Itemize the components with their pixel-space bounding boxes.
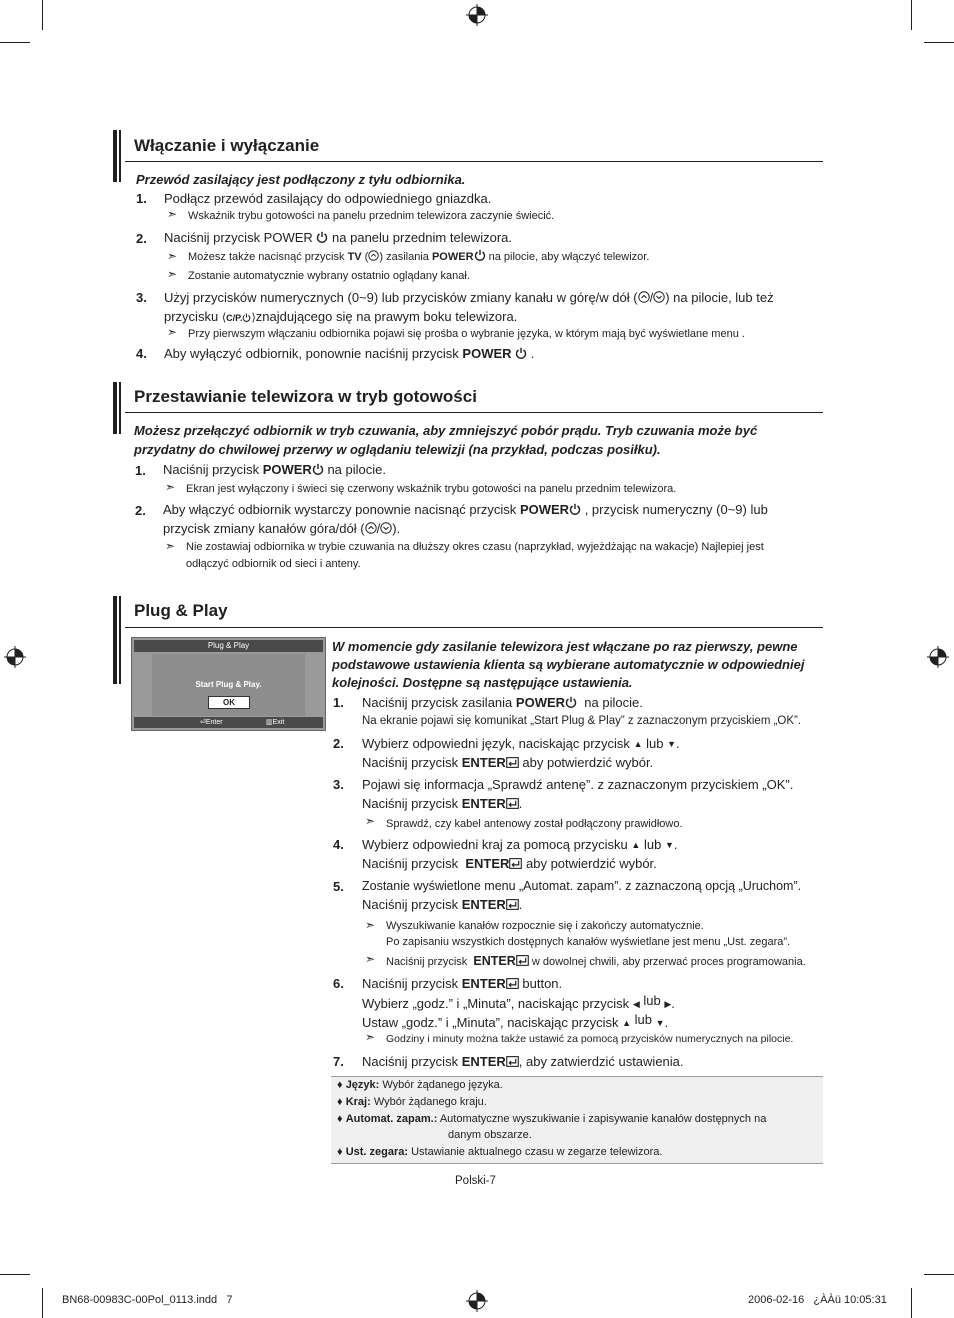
- enter-label: ENTER: [465, 856, 510, 871]
- section-rule: [125, 412, 823, 413]
- down-arrow-icon: ▼: [655, 1018, 665, 1028]
- note-text: odłączyć odbiornik od sieci i anteny.: [186, 558, 361, 570]
- step-text-part: aby potwierdzić wybór.: [522, 755, 654, 770]
- note-arrow-icon: ➣: [165, 539, 176, 553]
- step-text-part: na panelu przednim telewizora.: [332, 230, 512, 245]
- step-text: [362, 794, 522, 813]
- step-text-part: .: [518, 897, 523, 912]
- enter-icon: [516, 955, 529, 966]
- step-text: Podłącz przewód zasilający do odpowiedniego gniazdka.: [164, 191, 492, 206]
- exit-hint-label: Exit: [272, 719, 285, 726]
- step-text: [362, 835, 677, 855]
- section-intro: W momencie gdy zasilanie telewizora jest włączane po raz pierwszy, pewne: [332, 639, 798, 654]
- step-text-part: .: [676, 736, 680, 751]
- bullet-icon: ♦: [337, 1096, 343, 1108]
- step-text-part: znajdującego się na prawym boku telewizora.: [255, 309, 518, 324]
- power-label: POWER: [462, 346, 512, 361]
- step-text: [362, 854, 657, 873]
- step-text-part: Aby włączyć odbiornik wystarczy ponownie nacisnąć przycisk: [163, 502, 517, 517]
- step-text: [163, 460, 386, 479]
- step-text-part: Naciśnij przycisk: [362, 796, 459, 811]
- channel-up-icon: [365, 522, 377, 534]
- crop-mark: [0, 1274, 30, 1275]
- crop-mark: [924, 1274, 954, 1275]
- down-arrow-icon: ▼: [667, 739, 677, 749]
- enter-icon: [506, 899, 519, 910]
- exit-hint: [266, 717, 284, 728]
- bullet-icon: ♦: [337, 1113, 343, 1125]
- registration-mark-icon: [466, 1290, 488, 1312]
- note-part: Naciśnij przycisk: [386, 956, 468, 968]
- section-title-power: Włączanie i wyłączanie: [134, 136, 320, 155]
- step-text-part: Naciśnij przycisk zasilania: [362, 695, 513, 710]
- glossary-item: [337, 1144, 662, 1160]
- note-text: Wyszukiwanie kanałów rozpocznie się i zakończy automatycznie.: [386, 920, 704, 932]
- crop-mark: [42, 1288, 43, 1318]
- glossary-term: Język:: [345, 1079, 380, 1091]
- settings-glossary: [331, 1076, 823, 1164]
- section-title-standby: Przestawianie telewizora w tryb gotowości: [134, 387, 477, 406]
- step-text-part: Naciśnij przycisk POWER: [164, 230, 313, 245]
- step-text-part: aby potwierdzić wybór.: [526, 856, 657, 871]
- step-text-part: Wybierz odpowiedni język, naciskając przycisk: [362, 736, 630, 751]
- power-icon: [569, 503, 581, 515]
- enter-label: ENTER: [461, 976, 506, 991]
- note-arrow-icon: ➣: [167, 207, 178, 221]
- step-text: przycisk zmiany kanałów góra/dół ( / ).: [163, 521, 401, 536]
- enter-icon: ⏎: [200, 719, 206, 726]
- note-part: w dowolnej chwili, aby przerwać proces programowania.: [531, 956, 806, 968]
- note-text: Po zapisaniu wszystkich dostępnych kanałów wyświetlane jest menu „Ust. zegara”.: [386, 936, 791, 948]
- section-intro: Możesz przełączyć odbiornik w tryb czuwania, aby zmniejszyć pobór prądu. Tryb czuwania może być: [134, 423, 758, 438]
- step-text: Zostanie wyświetlone menu „Automat. zapam”. z zaznaczoną opcją „Uruchom”.: [362, 879, 802, 893]
- registration-mark-icon: [466, 4, 488, 26]
- section-intro: kolejności. Dostępne są następujące ustawienia.: [332, 675, 633, 690]
- step-number: 4.: [333, 837, 344, 852]
- step-text-part: ).: [392, 521, 401, 536]
- crop-mark: [0, 42, 30, 43]
- power-icon: [515, 347, 527, 359]
- step-number: 1.: [333, 695, 344, 710]
- step-number: 2.: [333, 736, 344, 751]
- screen-footer: [134, 717, 323, 728]
- enter-icon: [506, 757, 519, 768]
- step-text-part: na pilocie.: [327, 462, 386, 477]
- up-arrow-icon: ▲: [633, 739, 643, 749]
- step-text-part: Użyj przycisków numerycznych (0~9) lub przycisków zmiany kanału w górę/w dół (: [164, 290, 638, 305]
- section-rule: [125, 161, 823, 162]
- step-text-part: .: [673, 837, 678, 852]
- power-label: POWER: [431, 251, 474, 263]
- step-text-part: Naciśnij przycisk: [362, 976, 459, 991]
- step-text-part: lub: [643, 993, 661, 1008]
- cp-label: C/P.: [226, 313, 243, 323]
- page-number: Polski-7: [455, 1175, 496, 1187]
- step-text-part: Naciśnij przycisk: [362, 897, 459, 912]
- step-text-part: .: [518, 796, 523, 811]
- step-number: 1.: [136, 191, 147, 206]
- step-number: 1.: [135, 463, 146, 478]
- section-rule: [125, 627, 823, 628]
- glossary-definition: Wybór żądanego języka.: [382, 1079, 503, 1091]
- note-part: na pilocie, aby włączyć telewizor.: [488, 251, 650, 263]
- step-text-part: Naciśnij przycisk: [163, 462, 260, 477]
- note-part: Możesz także nacisnąć przycisk: [188, 251, 345, 263]
- glossary-item: [337, 1077, 503, 1093]
- step-text: [362, 994, 675, 1014]
- bullet-icon: ♦: [337, 1079, 343, 1091]
- step-text-part: lub: [643, 837, 662, 852]
- step-text-part: .: [671, 996, 675, 1011]
- note-text: Zostanie automatycznie wybrany ostatnio oglądany kanał.: [188, 270, 470, 282]
- registration-mark-icon: [4, 646, 26, 668]
- glossary-item: [337, 1094, 487, 1110]
- screen-header: Plug & Play: [134, 640, 323, 652]
- enter-icon: [506, 1056, 519, 1067]
- step-text: [362, 753, 653, 772]
- step-text-part: .: [664, 1015, 669, 1030]
- note-text: Godziny i minuty można także ustawić za pomocą przycisków numerycznych na pilocie.: [386, 1033, 794, 1045]
- step-text-part: , przycisk numeryczny (0~9) lub: [584, 502, 768, 517]
- file-page: 7: [226, 1294, 233, 1306]
- up-arrow-icon: ▲: [622, 1018, 632, 1028]
- note-text: [386, 953, 806, 971]
- down-arrow-icon: ▼: [664, 840, 674, 850]
- enter-icon: [506, 978, 519, 989]
- step-number: 6.: [333, 976, 344, 991]
- power-icon: [316, 231, 328, 243]
- enter-label: ENTER: [461, 755, 506, 770]
- note-arrow-icon: ➣: [165, 480, 176, 494]
- step-text-part: Naciśnij przycisk: [362, 755, 459, 770]
- power-icon: [474, 249, 486, 261]
- glossary-term: Automat. zapam.:: [345, 1113, 438, 1125]
- step-text: [163, 500, 768, 519]
- step-text-part: lub: [634, 1012, 652, 1027]
- step-number: 4.: [136, 346, 147, 361]
- plug-play-screen: [131, 637, 326, 731]
- step-text-part: ) na pilocie, lub też: [665, 290, 774, 305]
- note-arrow-icon: ➣: [365, 952, 376, 966]
- glossary-definition-cont: danym obszarze.: [448, 1129, 532, 1141]
- section-intro: przydatny do chwilowej przerwy w oglądaniu telewizji (na przykład, podczas posiłku).: [134, 442, 661, 457]
- step-text: [362, 693, 643, 712]
- step-text: [362, 895, 522, 914]
- step-text-part: Wybierz „godz.” i „Minuta”, naciskając przycisk: [362, 996, 630, 1011]
- menu-icon: ▥: [266, 719, 273, 726]
- crop-mark: [924, 42, 954, 43]
- enter-label: ENTER: [473, 954, 516, 968]
- channel-down-icon: [653, 291, 665, 303]
- glossary-item: [337, 1111, 766, 1127]
- channel-down-icon: [380, 522, 392, 534]
- note-text: Nie zostawiaj odbiornika w trybie czuwania na dłuższy okres czasu (naprzykład, wyjeżdżając na wakacje) Najlepiej jest: [186, 541, 764, 553]
- section-bar: [113, 382, 125, 434]
- file-name: [62, 1294, 232, 1306]
- enter-icon: [506, 798, 519, 809]
- note-arrow-icon: ➣: [167, 249, 178, 263]
- step-text-part: Ustaw „godz.” i „Minuta”, naciskając przycisk: [362, 1015, 619, 1030]
- ok-button[interactable]: OK: [208, 696, 250, 709]
- step-text: [164, 344, 534, 363]
- enter-hint: [200, 717, 223, 728]
- step-text-part: Naciśnij przycisk: [362, 856, 459, 871]
- glossary-definition: Automatyczne wyszukiwanie i zapisywanie kanałów dostępnych na: [439, 1113, 767, 1125]
- note-arrow-icon: ➣: [167, 325, 178, 339]
- note-arrow-icon: ➣: [365, 814, 376, 828]
- step-text: Pojawi się informacja „Sprawdź antenę”. z zaznaczonym przyciskiem „OK”.: [362, 777, 794, 792]
- note-text: Sprawdź, czy kabel antenowy został podłączony prawidłowo.: [386, 818, 683, 830]
- note-arrow-icon: ➣: [365, 918, 376, 932]
- registration-mark-icon: [927, 646, 949, 668]
- left-arrow-icon: ◀: [632, 999, 640, 1009]
- power-icon: [312, 463, 324, 475]
- step-text-part: Aby wyłączyć odbiornik, ponownie naciśnij przycisk: [164, 346, 459, 361]
- step-text-part: Naciśnij przycisk: [362, 1054, 459, 1069]
- step-text: Użyj przycisków numerycznych (0~9) lub przycisków zmiany kanału w górę/w dół ( / ) na pilocie, lub też: [164, 290, 774, 305]
- step-subtext: Na ekranie pojawi się komunikat „Start Plug & Play” z zaznaczonym przyciskiem „OK”.: [362, 715, 802, 727]
- step-text-part: Wybierz odpowiedni kraj za pomocą przycisku: [362, 837, 628, 852]
- enter-icon: [509, 858, 522, 869]
- section-title-plug-play: Plug & Play: [134, 601, 228, 620]
- timestamp: 2006-02-16 ¿ÀÀü 10:05:31: [748, 1294, 887, 1306]
- step-text-part: , aby zatwierdzić ustawienia.: [518, 1054, 684, 1069]
- enter-label: ENTER: [461, 796, 506, 811]
- bullet-icon: ♦: [337, 1146, 343, 1158]
- step-text-part: .: [530, 346, 535, 361]
- step-number: 2.: [136, 231, 147, 246]
- step-number: 3.: [333, 777, 344, 792]
- step-text-part: przycisk zmiany kanałów góra/dół (: [163, 521, 365, 536]
- tv-label: TV: [347, 251, 362, 263]
- screen-message: Start Plug & Play.: [195, 680, 262, 689]
- enter-label: ENTER: [461, 897, 506, 912]
- step-text-part: na pilocie.: [584, 695, 643, 710]
- power-label: POWER: [519, 502, 570, 517]
- step-text-part: przycisku: [164, 309, 219, 324]
- power-label: POWER: [515, 695, 566, 710]
- note-arrow-icon: ➣: [365, 1030, 376, 1044]
- up-arrow-icon: ▲: [631, 840, 641, 850]
- crop-mark: [911, 1288, 912, 1318]
- step-number: 5.: [333, 879, 344, 894]
- step-text: [164, 228, 512, 247]
- channel-up-icon: [638, 291, 650, 303]
- power-label: POWER: [262, 462, 312, 477]
- step-text-part: button.: [522, 976, 563, 991]
- section-bar: [113, 130, 125, 182]
- glossary-term: Kraj:: [345, 1096, 371, 1108]
- step-number: 3.: [136, 290, 147, 305]
- glossary-definition: Wybór żądanego kraju.: [373, 1096, 487, 1108]
- crop-mark: [42, 0, 43, 30]
- note-text: Wskaźnik trybu gotowości na panelu przednim telewizora zaczynie świecić.: [188, 210, 555, 222]
- step-text: [362, 974, 562, 993]
- note-part: zasilania: [386, 251, 429, 263]
- step-text: [362, 1052, 684, 1071]
- section-bar: [113, 596, 125, 684]
- file-name-text: BN68-00983C-00Pol_0113.indd: [62, 1294, 218, 1306]
- note-arrow-icon: ➣: [167, 267, 178, 281]
- step-number: 7.: [333, 1054, 344, 1069]
- enter-label: ENTER: [461, 1054, 506, 1069]
- right-arrow-icon: ▶: [664, 999, 672, 1009]
- step-number: 2.: [135, 503, 146, 518]
- step-text: [362, 1013, 668, 1033]
- note-text: Ekran jest wyłączony i świeci się czerwony wskaźnik trybu gotowości na panelu przednim telewizora.: [186, 483, 677, 495]
- section-intro: podstawowe ustawienia klienta są wybierane automatycznie w odpowiedniej: [332, 657, 805, 672]
- crop-mark: [911, 0, 912, 30]
- glossary-definition: Ustawianie aktualnego czasu w zegarze telewizora.: [411, 1146, 663, 1158]
- enter-hint-label: Enter: [205, 719, 223, 726]
- step-text: przycisku ⟨C/P. ⟩znajdującego się na prawym boku telewizora.: [164, 309, 518, 324]
- power-icon: [565, 696, 577, 708]
- glossary-term: Ust. zegara:: [345, 1146, 409, 1158]
- note-text: Przy pierwszym włączaniu odbiornika pojawi się prośba o wybranie języka, w którym mają być wyświetlane menu .: [188, 328, 745, 340]
- step-text: [362, 734, 680, 754]
- section-intro: Przewód zasilający jest podłączony z tyłu odbiornika.: [136, 172, 466, 187]
- note-text: Możesz także nacisnąć przycisk TV ( ) zasilania POWER na pilocie, aby włączyć telewizor.: [188, 251, 650, 263]
- step-text-part: lub: [646, 736, 664, 751]
- tv-button-icon: [368, 250, 379, 261]
